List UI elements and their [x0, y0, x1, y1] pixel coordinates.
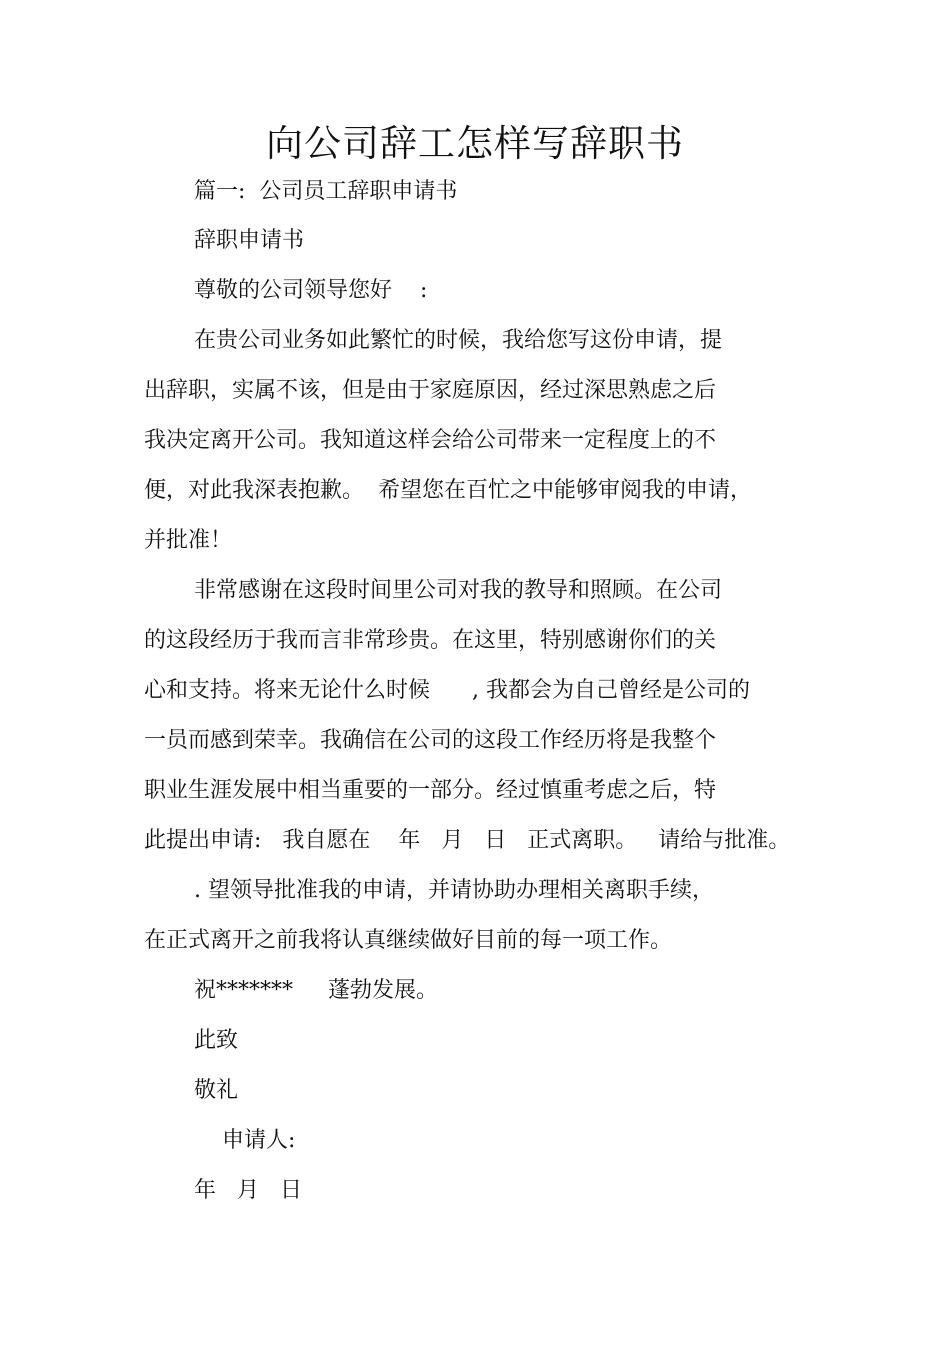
- paragraph-1-line-2: 出辞职，实属不该，但是由于家庭原因，经过深思熟虑之后: [144, 378, 717, 403]
- paragraph-2-line-2: 的这段经历于我而言非常珍贵。在这里，特别感谢你们的关: [144, 628, 717, 653]
- applicant-signature: 申请人:: [222, 1128, 296, 1153]
- paragraph-1-line-1: 在贵公司业务如此繁忙的时候，我给您写这份申请，提: [194, 328, 723, 353]
- paragraph-2-line-6: 此提出申请: 我自愿在 年 月 日 正式离职。 请给与批准。: [144, 828, 791, 853]
- letter-heading: 辞职申请书: [194, 228, 305, 253]
- paragraph-3-line-2: 在正式离开之前我将认真继续做好目前的每一项工作。: [144, 928, 673, 953]
- section-heading: 篇一: 公司员工辞职申请书: [194, 179, 458, 204]
- closing-jingli: 敬礼: [194, 1078, 239, 1103]
- paragraph-2-line-5: 职业生涯发展中相当重要的一部分。经过慎重考虑之后，特: [144, 778, 717, 803]
- paragraph-1-line-4: 便，对此我深表抱歉。 希望您在百忙之中能够审阅我的申请，: [144, 478, 752, 503]
- paragraph-1-line-5: 并批准！: [144, 528, 233, 553]
- signature-date: 年 月 日: [194, 1178, 302, 1203]
- paragraph-3-line-1: . 望领导批准我的申请，并请协助办理相关离职手续，: [194, 878, 714, 903]
- document-title: 向公司辞工怎样写辞职书: [266, 122, 684, 165]
- closing-cizhi: 此致: [194, 1028, 239, 1053]
- paragraph-2-line-4: 一员而感到荣幸。我确信在公司的这段工作经历将是我整个: [144, 728, 717, 753]
- paragraph-1-line-3: 我决定离开公司。我知道这样会给公司带来一定程度上的不: [144, 428, 717, 453]
- closing-wish: 祝******* 蓬勃发展。: [194, 978, 438, 1003]
- paragraph-2-line-3: 心和支持。将来无论什么时候 , 我都会为自己曾经是公司的: [144, 678, 750, 703]
- salutation: 尊敬的公司领导您好 :: [194, 278, 428, 303]
- paragraph-2-line-1: 非常感谢在这段时间里公司对我的教导和照顾。在公司: [194, 578, 723, 603]
